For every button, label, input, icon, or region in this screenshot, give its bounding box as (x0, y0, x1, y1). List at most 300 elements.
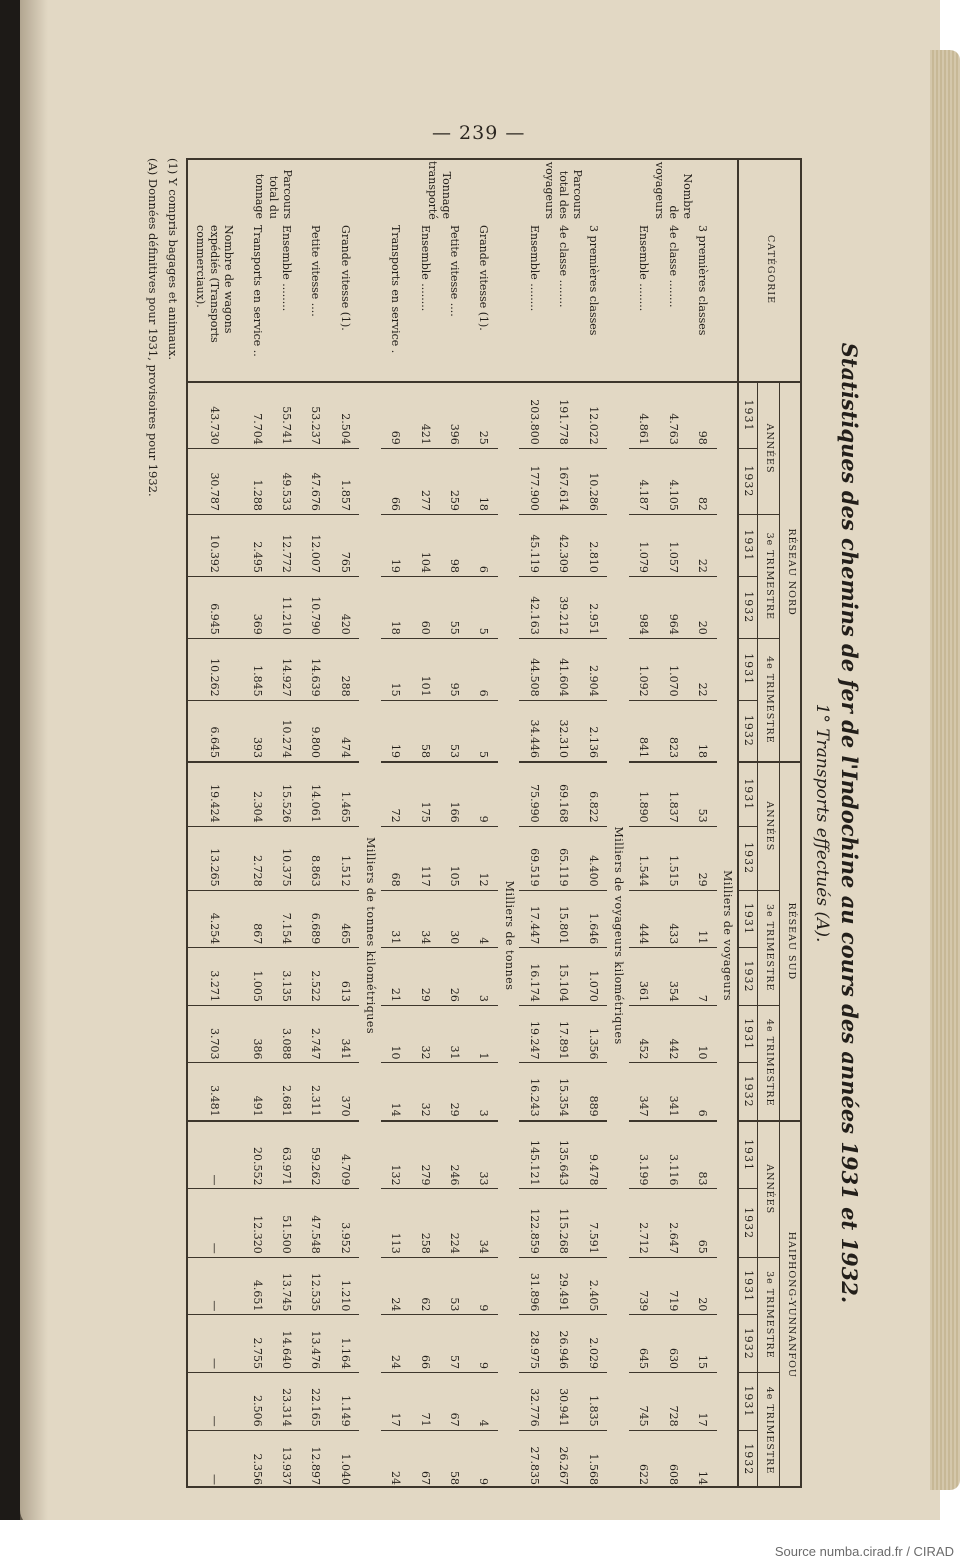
value-cell: 19 (381, 700, 410, 762)
value-cell: 17 (381, 1373, 410, 1431)
value-cell: 39.212 (549, 576, 578, 638)
value-cell: 12.320 (242, 1189, 271, 1257)
header-year: 1932 (738, 448, 758, 514)
value-cell: 1.845 (242, 638, 271, 700)
header-haiphong-yunnanfou: HAIPHONG-YUNNANFOU (780, 1121, 802, 1488)
value-cell: 4.187 (629, 448, 658, 514)
value-cell: 1.070 (658, 638, 687, 700)
value-cell: 15.526 (271, 762, 300, 826)
value-cell: 2.304 (242, 762, 271, 826)
value-cell: 12.897 (309, 1446, 323, 1485)
value-cell: 55.741 (271, 382, 300, 448)
page-number: — 239 — (432, 122, 526, 144)
value-cell: 22 (687, 638, 716, 700)
value-cell: 1.040 (338, 1453, 352, 1485)
unit-spacer (498, 158, 519, 382)
value-cell: 10.375 (271, 826, 300, 890)
value-cell: 1.092 (629, 638, 658, 700)
table-row (410, 158, 439, 1488)
table-subtitle: 1° Transports effectués (A). (812, 703, 832, 943)
table-row (549, 158, 578, 1488)
value-cell: 14.639 (301, 638, 330, 700)
value-cell: 31 (439, 1005, 468, 1063)
row-label: Ensemble ........ (519, 222, 548, 382)
value-cell: 10 (687, 1005, 716, 1063)
value-cell: 20.552 (242, 1121, 271, 1189)
value-cell: 10.392 (186, 514, 242, 576)
value-cell: 191.778 (549, 382, 578, 448)
value-cell: 1.512 (330, 826, 359, 890)
header-year: 1932 (738, 948, 758, 1006)
value-cell: 6.645 (186, 700, 242, 762)
value-cell: 9 (469, 1315, 498, 1373)
table-row (439, 158, 468, 1488)
value-cell: 72 (381, 762, 410, 826)
value-cell: 67 (439, 1373, 468, 1431)
value-cell: 347 (629, 1063, 658, 1121)
value-cell: 98 (687, 382, 716, 448)
value-cell: — (208, 1474, 222, 1485)
value-cell: 34.446 (519, 700, 548, 762)
table-row (687, 158, 716, 1488)
table-row (469, 158, 498, 1488)
header-year: 1931 (738, 382, 758, 448)
value-cell: 1.465 (330, 762, 359, 826)
value-cell: 15.104 (549, 948, 578, 1006)
value-cell: 31.896 (519, 1257, 548, 1315)
value-cell: 32.310 (549, 700, 578, 762)
header-year: 1931 (738, 762, 758, 826)
value-cell: 58 (448, 1471, 462, 1485)
value-cell: 166 (439, 762, 468, 826)
value-cell: 145.121 (519, 1121, 548, 1189)
value-cell: 42.163 (519, 576, 548, 638)
value-cell: 386 (242, 1005, 271, 1063)
value-cell: 12 (469, 826, 498, 890)
value-cell: 370 (330, 1063, 359, 1121)
value-cell: 32.776 (519, 1373, 548, 1431)
value-cell: 24 (381, 1257, 410, 1315)
header-year: 1931 (738, 1373, 758, 1431)
value-cell: 175 (410, 762, 439, 826)
value-cell: 32 (410, 1063, 439, 1121)
value-cell: 9 (469, 762, 498, 826)
unit-label: Milliers de tonnes kilométriques (364, 837, 378, 1035)
value-cell: 33 (469, 1121, 498, 1189)
header-year: 1931 (738, 890, 758, 948)
unit-label: Milliers de voyageurs (720, 870, 734, 1002)
row-label: Grande vitesse (1). (330, 222, 359, 382)
value-cell: 6.945 (186, 576, 242, 638)
table-row (658, 158, 687, 1488)
value-cell: 66 (381, 448, 410, 514)
value-cell: 15 (381, 638, 410, 700)
value-cell: 7.704 (242, 382, 271, 448)
value-cell: 1.057 (658, 514, 687, 576)
value-cell: 63.971 (271, 1121, 300, 1189)
rotated-table-block (134, 158, 864, 1488)
row-label: 4e classe ........ (658, 222, 687, 382)
table-title: Statistiques des chemins de fer de l'Indochine au cours des années 1931 et 1932. (837, 342, 862, 1304)
value-cell: 2.647 (658, 1189, 687, 1257)
value-cell: 5 (469, 700, 498, 762)
table-row (271, 158, 300, 1488)
value-cell: 1.515 (658, 826, 687, 890)
value-cell: 1.837 (658, 762, 687, 826)
row-label: Nombre de wagons expédiés (Transports commerciaux). (186, 222, 242, 382)
value-cell: 14.927 (271, 638, 300, 700)
row-label: Petite vitesse .... (301, 222, 330, 382)
value-cell: 26.946 (549, 1315, 578, 1373)
row-group-label: Parcours total des voyageurs (543, 161, 585, 220)
value-cell: 5 (469, 576, 498, 638)
value-cell: 2.506 (242, 1373, 271, 1431)
value-cell: 12.022 (578, 382, 607, 448)
value-cell: 14.061 (301, 762, 330, 826)
value-cell: 465 (330, 890, 359, 948)
value-cell: 105 (439, 826, 468, 890)
value-cell: 964 (658, 576, 687, 638)
value-cell: 19 (381, 514, 410, 576)
value-cell: 444 (629, 890, 658, 948)
value-cell: 15.801 (549, 890, 578, 948)
value-cell: 4.651 (242, 1257, 271, 1315)
row-label: Ensemble ........ (271, 222, 300, 382)
value-cell: 16.174 (519, 948, 548, 1006)
value-cell: 3.116 (658, 1121, 687, 1189)
value-cell: 12.007 (301, 514, 330, 576)
value-cell: 452 (629, 1005, 658, 1063)
header-year: 1932 (738, 1063, 758, 1121)
value-cell: 719 (658, 1257, 687, 1315)
value-cell: 889 (578, 1063, 607, 1121)
header-year: 1932 (738, 826, 758, 890)
value-cell: 277 (410, 448, 439, 514)
header-year: 1932 (738, 1189, 758, 1257)
railway-statistics-table (186, 158, 802, 1488)
value-cell: — (186, 1121, 242, 1189)
value-cell: 69 (381, 382, 410, 448)
value-cell: 30.787 (186, 448, 242, 514)
row-label: 3 premières classes (578, 222, 607, 382)
value-cell: 24 (389, 1471, 403, 1485)
value-cell: 53 (687, 762, 716, 826)
value-cell: 739 (629, 1257, 658, 1315)
value-cell: 4 (469, 1373, 498, 1431)
value-cell: 30.941 (549, 1373, 578, 1431)
value-cell: 26.267 (557, 1446, 571, 1485)
value-cell: 43.730 (186, 382, 242, 448)
table-row (629, 158, 658, 1488)
value-cell: 1.857 (330, 448, 359, 514)
value-cell: 22.165 (301, 1373, 330, 1431)
value-cell: 65 (687, 1189, 716, 1257)
value-cell: 58 (410, 700, 439, 762)
value-cell: 2.747 (301, 1005, 330, 1063)
value-cell: 47.676 (301, 448, 330, 514)
value-cell: 354 (658, 948, 687, 1006)
value-cell: 433 (658, 890, 687, 948)
value-cell: 21 (381, 948, 410, 1006)
header-reseau-nord: RÉSEAU NORD (780, 382, 802, 762)
row-label: Ensemble ........ (629, 222, 658, 382)
row-label: 4e classe ........ (549, 222, 578, 382)
value-cell: 279 (410, 1121, 439, 1189)
header-period: 4e TRIMESTRE (758, 1005, 780, 1120)
value-cell: 9 (469, 1257, 498, 1315)
value-cell: 2.904 (578, 638, 607, 700)
value-cell: 1.646 (578, 890, 607, 948)
value-cell: 6 (469, 638, 498, 700)
value-cell: 608 (666, 1464, 680, 1485)
value-cell: 49.533 (271, 448, 300, 514)
header-year: 1932 (738, 700, 758, 762)
header-period: ANNÉES (758, 762, 780, 890)
value-cell: 117 (410, 826, 439, 890)
value-cell: — (186, 1315, 242, 1373)
value-cell: 20 (687, 576, 716, 638)
value-cell: 867 (242, 890, 271, 948)
table-row (381, 158, 410, 1488)
value-cell: 2.136 (578, 700, 607, 762)
row-label: 3 premières classes (687, 222, 716, 382)
value-cell: 1.210 (330, 1257, 359, 1315)
value-cell: 2.951 (578, 576, 607, 638)
value-cell: 630 (658, 1315, 687, 1373)
header-period: 4e TRIMESTRE (758, 1373, 780, 1488)
value-cell: 7 (687, 948, 716, 1006)
value-cell: 622 (637, 1464, 651, 1485)
value-cell: 53 (439, 700, 468, 762)
header-year: 1931 (738, 1121, 758, 1189)
value-cell: 42.309 (549, 514, 578, 576)
value-cell: 4.709 (330, 1121, 359, 1189)
value-cell: 745 (629, 1373, 658, 1431)
value-cell: 1.835 (578, 1373, 607, 1431)
value-cell: 95 (439, 638, 468, 700)
value-cell: 14 (696, 1471, 710, 1485)
value-cell: 258 (410, 1189, 439, 1257)
value-cell: 132 (381, 1121, 410, 1189)
value-cell: 396 (439, 382, 468, 448)
value-cell: 53.237 (301, 382, 330, 448)
value-cell: 1 (469, 1005, 498, 1063)
value-cell: 65.119 (549, 826, 578, 890)
value-cell: 4.400 (578, 826, 607, 890)
footnote-1: (1) Y compris bagages et animaux. (166, 158, 180, 361)
value-cell: 44.508 (519, 638, 548, 700)
value-cell: 1.568 (586, 1453, 600, 1485)
value-cell: 26 (439, 948, 468, 1006)
row-label: Grande vitesse (1). (469, 222, 498, 382)
value-cell: 30 (439, 890, 468, 948)
value-cell: 11.210 (271, 576, 300, 638)
value-cell: 34 (410, 890, 439, 948)
value-cell: 25 (469, 382, 498, 448)
value-cell: 1.356 (578, 1005, 607, 1063)
value-cell: 7.154 (271, 890, 300, 948)
value-cell: 645 (629, 1315, 658, 1373)
value-cell: 259 (439, 448, 468, 514)
table-row (578, 158, 607, 1488)
value-cell: 12.772 (271, 514, 300, 576)
value-cell: 14.640 (271, 1315, 300, 1373)
value-cell: 17.891 (549, 1005, 578, 1063)
value-cell: 203.800 (519, 382, 548, 448)
value-cell: 3.703 (186, 1005, 242, 1063)
row-label: Petite vitesse .... (439, 222, 468, 382)
value-cell: 393 (242, 700, 271, 762)
header-year: 1931 (738, 1005, 758, 1063)
value-cell: 4.763 (658, 382, 687, 448)
header-period: ANNÉES (758, 1121, 780, 1258)
row-group-label: Nombre de voyageurs (652, 161, 694, 220)
value-cell: 104 (410, 514, 439, 576)
value-cell: 7.591 (578, 1189, 607, 1257)
value-cell: 66 (410, 1315, 439, 1373)
header-year: 1931 (738, 1257, 758, 1315)
value-cell: 2.810 (578, 514, 607, 576)
value-cell: 17 (687, 1373, 716, 1431)
value-cell: 69.168 (549, 762, 578, 826)
unit-label: Milliers de voyageurs kilométriques (612, 826, 626, 1045)
value-cell: 98 (439, 514, 468, 576)
value-cell: 2.029 (578, 1315, 607, 1373)
value-cell: 765 (330, 514, 359, 576)
value-cell: 82 (687, 448, 716, 514)
value-cell: 13.745 (271, 1257, 300, 1315)
spine-shadow (20, 0, 48, 1528)
value-cell: 59.262 (301, 1121, 330, 1189)
header-year: 1931 (738, 638, 758, 700)
value-cell: 83 (687, 1121, 716, 1189)
value-cell: 34 (469, 1189, 498, 1257)
row-group-label: Parcours total du tonnage (252, 169, 294, 220)
value-cell: 984 (629, 576, 658, 638)
value-cell: 1.890 (629, 762, 658, 826)
table-row (519, 158, 548, 1488)
value-cell: 31 (381, 890, 410, 948)
value-cell: 47.548 (301, 1189, 330, 1257)
value-cell: 4.254 (186, 890, 242, 948)
value-cell: 2.405 (578, 1257, 607, 1315)
value-cell: 2.311 (301, 1063, 330, 1121)
table-row (242, 158, 271, 1488)
value-cell: 3 (469, 948, 498, 1006)
row-group-label: Tonnage transporté (426, 161, 454, 220)
value-cell: 2.356 (250, 1453, 264, 1485)
header-reseau-sud: RÉSEAU SUD (780, 762, 802, 1121)
value-cell: 10.286 (578, 448, 607, 514)
value-cell: 841 (629, 700, 658, 762)
unit-spacer (607, 158, 628, 382)
unit-spacer (717, 158, 738, 382)
value-cell: 32 (410, 1005, 439, 1063)
value-cell: 3 (469, 1063, 498, 1121)
value-cell: 22 (687, 514, 716, 576)
value-cell: 246 (439, 1121, 468, 1189)
table-row (186, 158, 242, 1488)
value-cell: — (186, 1189, 242, 1257)
value-cell: 3.481 (186, 1063, 242, 1121)
value-cell: 29.491 (549, 1257, 578, 1315)
value-cell: 17.447 (519, 890, 548, 948)
row-label: Transports en service .. (242, 222, 271, 382)
value-cell: 1.149 (330, 1373, 359, 1431)
value-cell: 28.975 (519, 1315, 548, 1373)
header-year: 1932 (738, 1430, 758, 1488)
value-cell: 341 (330, 1005, 359, 1063)
footnote-a: (A) Données définitives pour 1931, provisoires pour 1932. (146, 158, 160, 497)
value-cell: 16.243 (519, 1063, 548, 1121)
value-cell: 9 (477, 1478, 491, 1485)
value-cell: 288 (330, 638, 359, 700)
value-cell: 68 (381, 826, 410, 890)
value-cell: 2.495 (242, 514, 271, 576)
value-cell: 24 (381, 1315, 410, 1373)
value-cell: 1.005 (242, 948, 271, 1006)
value-cell: 6 (469, 514, 498, 576)
table-row (301, 158, 330, 1488)
unit-label: Milliers de tonnes (502, 880, 516, 991)
value-cell: 474 (330, 700, 359, 762)
value-cell: 2.522 (301, 948, 330, 1006)
header-period: 3e TRIMESTRE (758, 514, 780, 638)
header-year: 1932 (738, 576, 758, 638)
page-edges (930, 50, 960, 1490)
value-cell: 19.247 (519, 1005, 548, 1063)
header-period: 4e TRIMESTRE (758, 638, 780, 762)
value-cell: 4.861 (629, 382, 658, 448)
header-period: ANNÉES (758, 382, 780, 514)
value-cell: 2.712 (629, 1189, 658, 1257)
row-label: Transports en service . (381, 222, 410, 382)
value-cell: 57 (439, 1315, 468, 1373)
value-cell: 341 (658, 1063, 687, 1121)
value-cell: 10 (381, 1005, 410, 1063)
header-categorie: CATÉGORIE (738, 158, 802, 382)
value-cell: 3.088 (271, 1005, 300, 1063)
value-cell: 1.070 (578, 948, 607, 1006)
value-cell: 53 (439, 1257, 468, 1315)
value-cell: 12.535 (301, 1257, 330, 1315)
header-period: 3e TRIMESTRE (758, 890, 780, 1005)
value-cell: 13.476 (301, 1315, 330, 1373)
value-cell: 41.604 (549, 638, 578, 700)
value-cell: 3.952 (330, 1189, 359, 1257)
value-cell: 13.265 (186, 826, 242, 890)
value-cell: 10.274 (271, 700, 300, 762)
value-cell: 613 (330, 948, 359, 1006)
value-cell: 122.859 (519, 1189, 548, 1257)
value-cell: 9.800 (301, 700, 330, 762)
value-cell: 177.900 (519, 448, 548, 514)
value-cell: 101 (410, 638, 439, 700)
value-cell: 6.822 (578, 762, 607, 826)
value-cell: 29 (410, 948, 439, 1006)
value-cell: 13.937 (280, 1446, 294, 1485)
value-cell: 11 (687, 890, 716, 948)
value-cell: 4.105 (658, 448, 687, 514)
value-cell: 2.755 (242, 1315, 271, 1373)
source-credit: Source numba.cirad.fr / CIRAD (774, 1544, 954, 1559)
value-cell: 18 (381, 576, 410, 638)
value-cell: 45.119 (519, 514, 548, 576)
value-cell: 1.079 (629, 514, 658, 576)
value-cell: 113 (381, 1189, 410, 1257)
value-cell: 420 (330, 576, 359, 638)
header-year: 1932 (738, 1315, 758, 1373)
